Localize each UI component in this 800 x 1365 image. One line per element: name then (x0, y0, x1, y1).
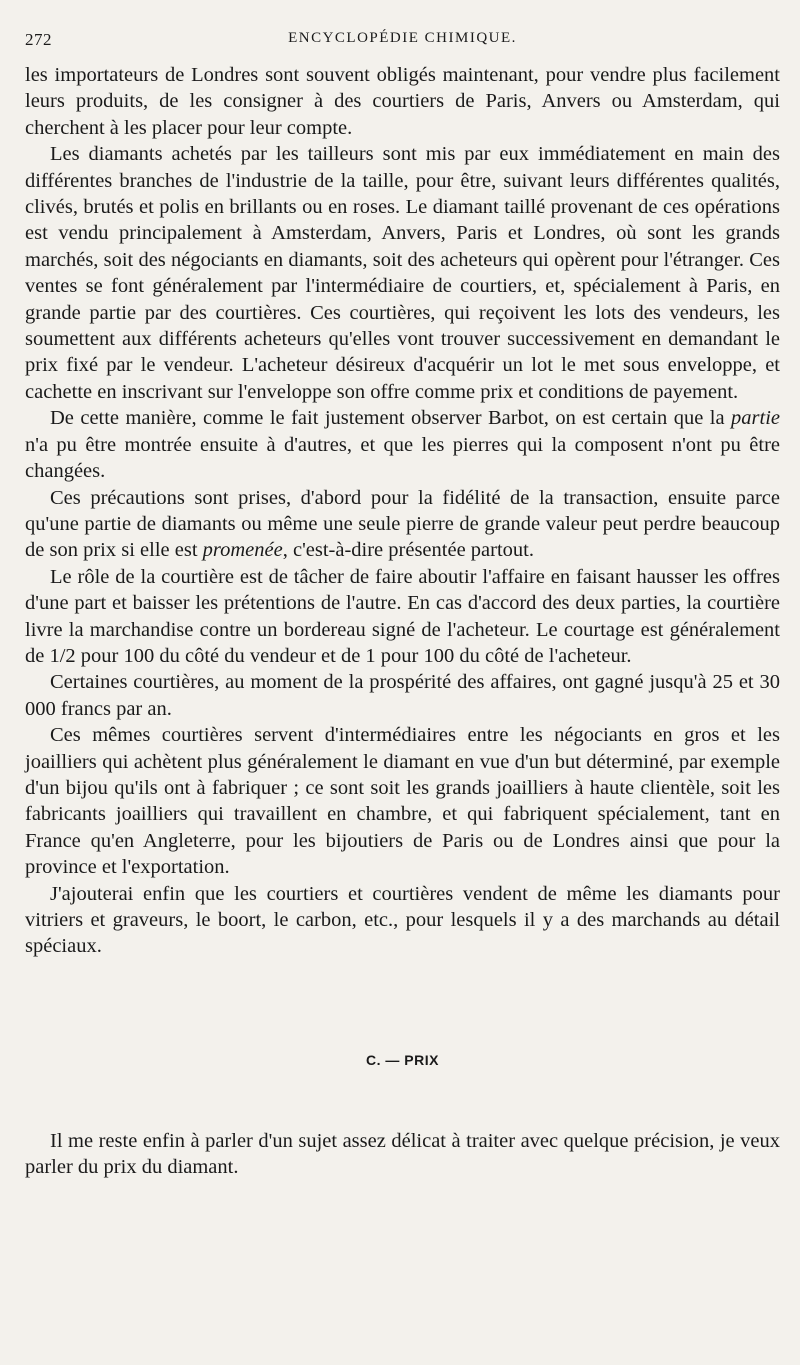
paragraph-3 (25, 405, 780, 484)
section-body (25, 1128, 780, 1181)
paragraph-8: J'ajouterai enfin que les courtiers et courtières vendent de même les diamants pour vitriers et graveurs, le boort, le carbon, etc., pour lesquels il y a des marchands au détail spéciaux. (25, 882, 780, 958)
paragraph-4-text-a: Ces précautions sont prises, d'abord pour la fidélité de la transaction, ensuite parce qu'une partie de diamants ou même une seule pierre de grande valeur peut perdre beaucoup de son prix si elle est (25, 486, 780, 562)
paragraph-3-text-a: De cette manière, comme le fait justement observer Barbot, on est certain que la (50, 407, 732, 430)
paragraph-7: Ces mêmes courtières servent d'intermédiaires entre les négociants en gros et les joailliers qui achètent plus généralement le diamant en vue d'un but déterminé, par exemple d'un bijou qu'ils ont à fabriquer ; ce sont soit les grands joailliers à haute clientèle, soit les fabricants joailliers qui travaillent en chambre, et qui fabriquent spécialement, tant en France qu'en Angleterre, pour les bijoutiers de Paris ou de Londres ainsi que pour la province et l'exportation. (25, 724, 780, 879)
section-heading: C. — PRIX (366, 1051, 439, 1068)
paragraph-3-text-b: n'a pu être montrée ensuite à d'autres, et que les pierres qui la composent n'ont pu être changées. (25, 433, 780, 483)
body-text (25, 62, 780, 960)
running-title: ENCYCLOPÉDIE CHIMIQUE. (288, 30, 517, 46)
paragraph-1: les importateurs de Londres sont souvent obligés maintenant, pour vendre plus facilement leurs produits, de les consigner à des courtiers de Paris, Anvers ou Amsterdam, qui cherchent à les placer pour leur compte. (25, 64, 780, 139)
page-header (25, 22, 780, 52)
paragraph-4-italic: promenée (202, 539, 283, 562)
paragraph-5: Le rôle de la courtière est de tâcher de faire aboutir l'affaire en faisant hausser les offres d'une part et baisser les prétentions de l'autre. En cas d'accord des deux parties, la courtière livre la marchandise contre un bordereau signé de l'acheteur. Le courtage est généralement de 1/2 pour 100 du côté du vendeur et de 1 pour 100 du côté de l'acheteur. (25, 565, 780, 667)
section-paragraph: Il me reste enfin à parler d'un sujet assez délicat à traiter avec quelque précision, je veux parler du prix du diamant. (25, 1129, 780, 1179)
page-number: 272 (25, 30, 52, 49)
paragraph-4-text-b: , c'est-à-dire présentée partout. (282, 539, 534, 562)
paragraph-6: Certaines courtières, au moment de la prospérité des affaires, ont gagné jusqu'à 25 et 30 000 francs par an. (25, 671, 780, 720)
paragraph-3-italic: partie (731, 407, 780, 430)
paragraph-2: Les diamants achetés par les tailleurs sont mis par eux immédiatement en main des différentes branches de l'industrie de la taille, pour être, suivant leurs différentes qualités, clivés, brutés et polis en brillants ou en roses. Le diamant taillé provenant de ces opérations est vendu principalement à Amsterdam, Anvers, Paris et Londres, où sont les grands marchés, soit des négociants en diamants, soit des acheteurs qui opèrent pour l'étranger. Ces ventes se font généralement par l'intermédiaire de courtiers, et, spécialement à Paris, en grande partie par des courtières. Ces courtières, qui reçoivent les lots des vendeurs, les soumettent aux différents acheteurs qu'elles vont trouver successivement en demandant le prix fixé par le vendeur. L'acheteur désireux d'acquérir un lot le met sous enveloppe, et cachette en inscrivant sur l'enveloppe son offre comme prix et conditions de payement. (25, 143, 780, 403)
paragraph-4 (25, 485, 780, 564)
